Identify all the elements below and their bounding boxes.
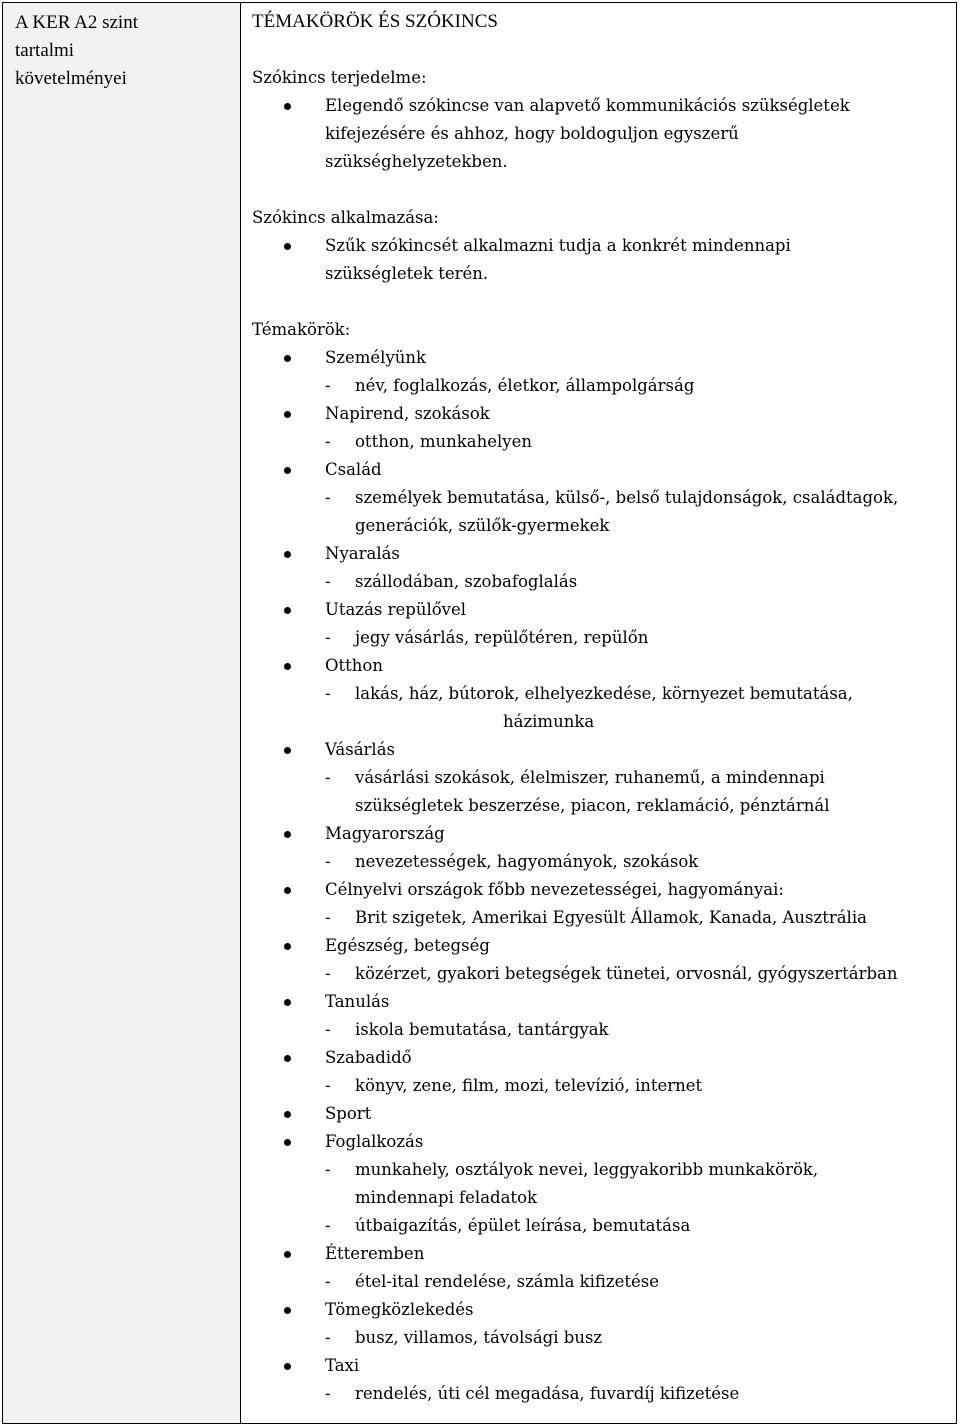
topic-subitem [252,1268,944,1296]
topic-item: Sport [252,1100,944,1128]
topic-subitem [252,1324,944,1352]
topic-subitem [252,1072,944,1100]
level-label-cell [3,3,241,1423]
topics-list [252,344,944,1408]
topic-subitem [252,848,944,876]
topic-subitem [252,568,944,596]
topic-item: Étteremben [252,1240,944,1268]
topic-subitem [252,680,944,736]
level-label-line: követelményei [15,68,127,89]
topic-subitem [252,1212,944,1240]
topic-item: Tömegközlekedés [252,1296,944,1324]
topic-subitem [252,960,944,988]
topic-subitem-line: - személyek bemutatása, külső-, belső tulajdonságok, családtagok, [355,488,899,507]
topic-subitem [252,484,944,540]
topic-item: Tanulás [252,988,944,1016]
topic-subitem [252,428,944,456]
topic-subitem-line: - lakás, ház, bútorok, elhelyezkedése, környezet bemutatása, [355,684,853,703]
topic-subitem [252,764,944,820]
topic-subitem-line: - útbaigazítás, épület leírása, bemutatása [355,1216,691,1235]
content-table [2,2,957,1424]
topic-subitem [252,624,944,652]
topic-item: Szabadidő [252,1044,944,1072]
topic-subitem [252,904,944,932]
topic-subitem-line: generációk, szülők-gyermekek [355,516,610,535]
spacer [252,36,944,64]
topic-subitem-line: - nevezetességek, hagyományok, szokások [355,852,699,871]
text-line: Elegendő szókincse van alapvető kommunikációs szükségletek [325,96,850,115]
topic-subitem-line: - könyv, zene, film, mozi, televízió, internet [355,1076,703,1095]
text-line: Szűk szókincsét alkalmazni tudja a konkrét mindennapi [325,236,791,255]
topic-subitem-line: - szállodában, szobafoglalás [355,572,578,591]
topic-subitem-line: szükségletek beszerzése, piacon, reklamáció, pénztárnál [355,796,830,815]
vocab-range-item [252,92,944,176]
topic-subitem-line: - iskola bemutatása, tantárgyak [355,1020,609,1039]
text-line: szükséghelyzetekben. [325,152,508,171]
topic-subitem-line: házimunka [503,712,595,731]
topic-item: Célnyelvi országok főbb nevezetességei, hagyományai: [252,876,944,904]
topic-subitem-line: - otthon, munkahelyen [355,432,532,451]
topic-subitem-line: - étel-ital rendelése, számla kifizetése [355,1272,660,1291]
topic-subitem-line: - jegy vásárlás, repülőtéren, repülőn [355,628,649,647]
topic-item: Vásárlás [252,736,944,764]
topic-item: Személyünk [252,344,944,372]
topic-subitem-line: - Brit szigetek, Amerikai Egyesült Államok, Kanada, Ausztrália [355,908,867,927]
topic-subitem [252,372,944,400]
topic-subitem [252,1016,944,1044]
topic-subitem-line: - busz, villamos, távolsági busz [355,1328,603,1347]
topic-subitem [252,1380,944,1408]
spacer [252,288,944,316]
topic-item: Foglalkozás [252,1128,944,1156]
topic-subitem-line: - rendelés, úti cél megadása, fuvardíj kifizetése [355,1384,740,1403]
topic-item: Egészség, betegség [252,932,944,960]
vocab-use-item [252,232,944,288]
level-label-line: A KER A2 szint [15,12,138,33]
topic-item: Nyaralás [252,540,944,568]
vocab-use-heading: Szókincs alkalmazása: [252,208,439,227]
page-title: TÉMAKÖRÖK ÉS SZÓKINCS [252,11,498,32]
topic-subitem-line: - név, foglalkozás, életkor, állampolgárság [355,376,695,395]
topic-item: Család [252,456,944,484]
topic-item: Napirend, szokások [252,400,944,428]
topic-item: Taxi [252,1352,944,1380]
requirements-cell [241,3,956,1423]
text-line: kifejezésére és ahhoz, hogy boldoguljon egyszerű [325,124,739,143]
topic-subitem-line: - közérzet, gyakori betegségek tünetei, orvosnál, gyógyszertárban [355,964,898,983]
topic-item: Utazás repülővel [252,596,944,624]
topic-subitem-line: - vásárlási szokások, élelmiszer, ruhanemű, a mindennapi [355,768,825,787]
topic-subitem-line: mindennapi feladatok [355,1188,537,1207]
vocab-range-heading: Szókincs terjedelme: [252,68,427,87]
level-label-line: tartalmi [15,40,75,61]
topics-heading: Témakörök: [252,320,351,339]
topic-item: Magyarország [252,820,944,848]
text-line: szükségletek terén. [325,264,489,283]
topic-subitem [252,1156,944,1212]
spacer [252,176,944,204]
topic-subitem-line: - munkahely, osztályok nevei, leggyakoribb munkakörök, [355,1160,819,1179]
topic-item: Otthon [252,652,944,680]
